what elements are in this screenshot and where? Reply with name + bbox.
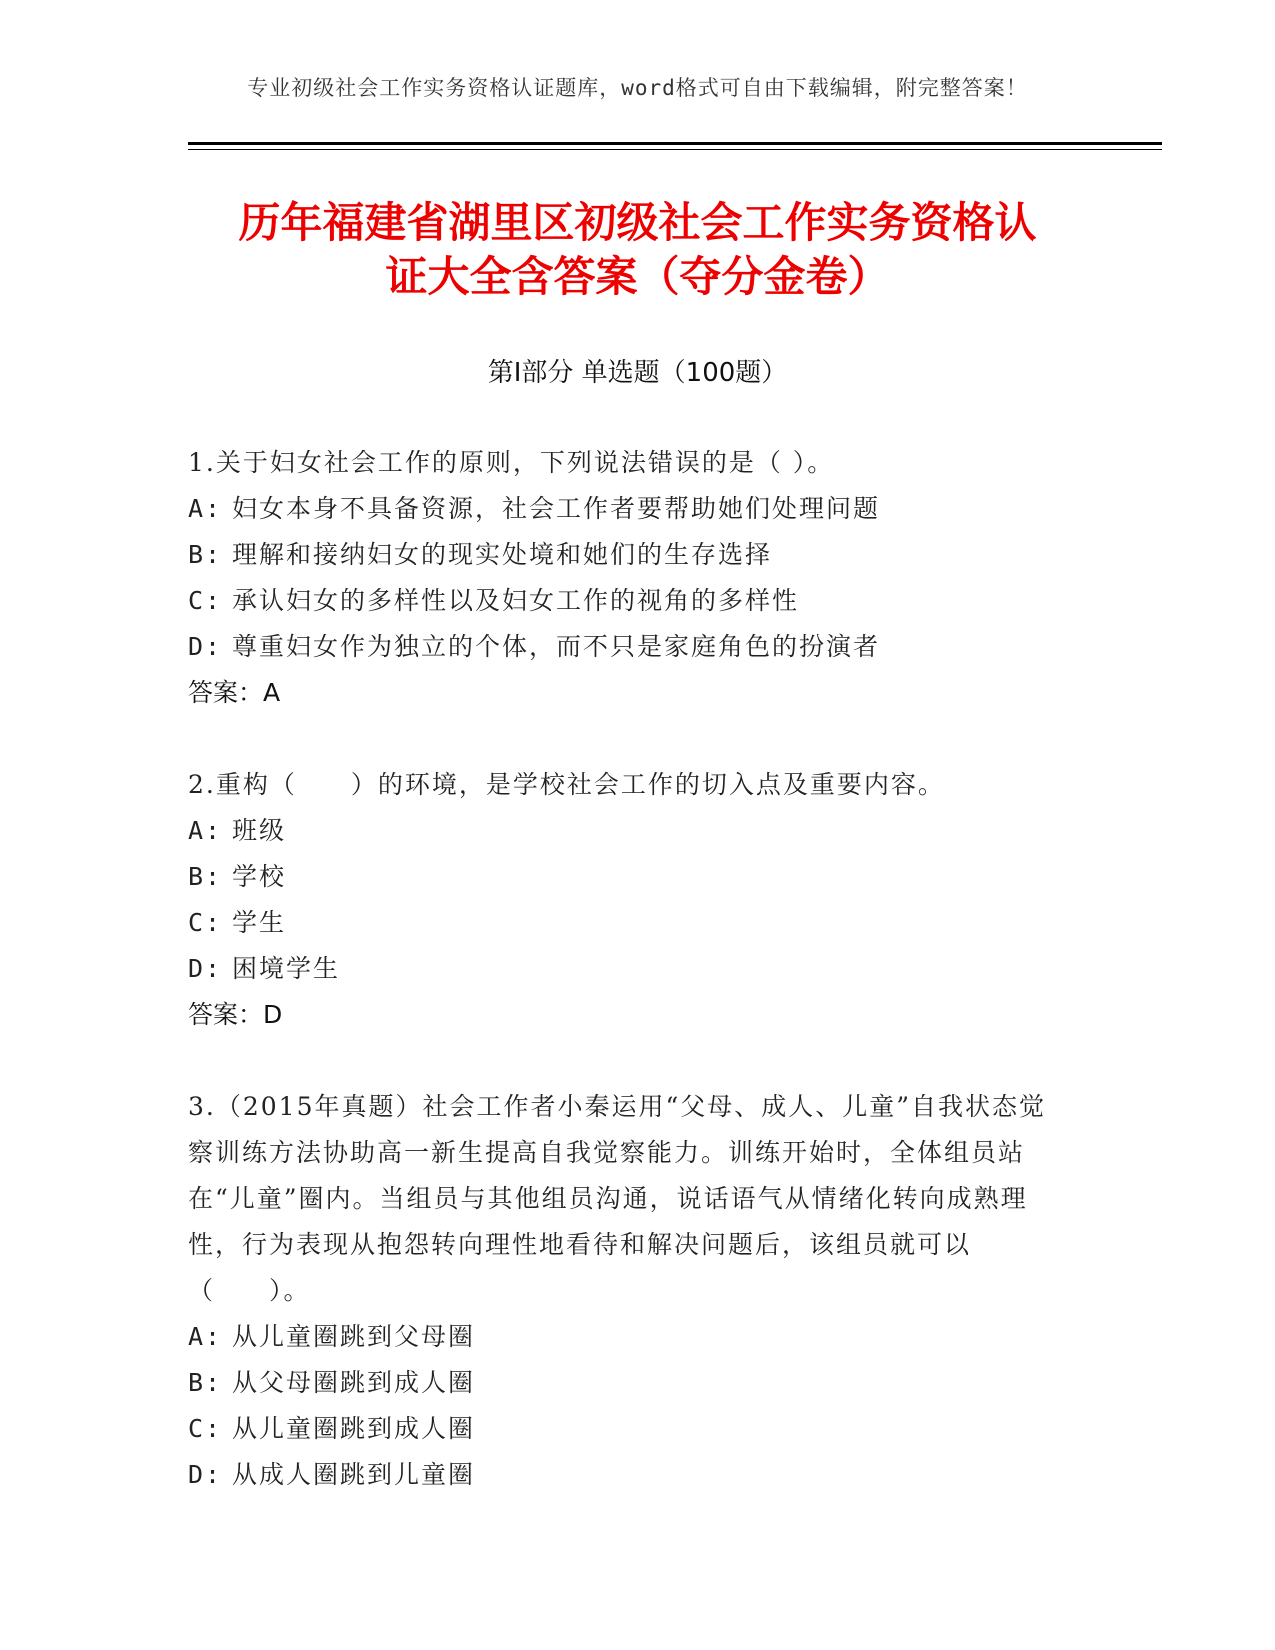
option-a: [188, 1314, 1068, 1360]
document-title: [180, 196, 1095, 304]
option-letter: B:: [188, 1368, 223, 1397]
option-text: 理解和接纳妇女的现实处境和她们的生存选择: [232, 540, 773, 569]
question-item: [188, 762, 1068, 1038]
question-text: 1.关于妇女社会工作的原则，下列说法错误的是（ ）。: [188, 448, 835, 477]
option-d: [188, 624, 1068, 670]
option-b: [188, 1360, 1068, 1406]
option-letter: B:: [188, 540, 223, 569]
question-list: [188, 440, 1068, 1544]
option-text: 学生: [232, 908, 287, 937]
option-c: [188, 578, 1068, 624]
option-letter: B:: [188, 862, 223, 891]
option-d: [188, 1452, 1068, 1498]
option-letter: A:: [188, 1322, 223, 1351]
option-letter: D:: [188, 1460, 223, 1489]
option-b: [188, 532, 1068, 578]
option-letter: C:: [188, 586, 223, 615]
document-title-line-2: 证大全含答案（夺分金卷）: [385, 252, 890, 301]
header-divider-thick: [188, 142, 1162, 145]
question-text: 3.（2015年真题）社会工作者小秦运用“父母、成人、儿童”自我状态觉察训练方法协助高一新生提高自我觉察能力。训练开始时，全体组员站在“儿童”圈内。当组员与其他组员沟通，说话语气从情绪化转向成熟理性，行为表现从抱怨转向理性地看待和解决问题后，该组员就可以（ ）。: [188, 1092, 1047, 1305]
answer-line: 答案：D: [188, 1000, 283, 1029]
option-a: [188, 486, 1068, 532]
option-text: 尊重妇女作为独立的个体，而不只是家庭角色的扮演者: [232, 632, 881, 661]
option-text: 学校: [232, 862, 287, 891]
option-letter: A:: [188, 816, 223, 845]
header-divider-thin: [188, 149, 1162, 150]
option-a: [188, 808, 1068, 854]
question-item: [188, 440, 1068, 716]
option-text: 班级: [232, 816, 287, 845]
option-c: [188, 900, 1068, 946]
option-letter: D:: [188, 632, 223, 661]
option-d: [188, 946, 1068, 992]
option-b: [188, 854, 1068, 900]
page-header: 专业初级社会工作实务资格认证题库，word格式可自由下载编辑，附完整答案！: [247, 76, 1028, 100]
option-text: 从儿童圈跳到成人圈: [232, 1414, 476, 1443]
option-c: [188, 1406, 1068, 1452]
question-text: 2.重构（ ）的环境，是学校社会工作的切入点及重要内容。: [188, 770, 945, 799]
answer-line: 答案：A: [188, 678, 281, 707]
option-text: 承认妇女的多样性以及妇女工作的视角的多样性: [232, 586, 800, 615]
option-text: 妇女本身不具备资源，社会工作者要帮助她们处理问题: [232, 494, 881, 523]
option-letter: A:: [188, 494, 223, 523]
option-text: 困境学生: [232, 954, 341, 983]
question-item: [188, 1084, 1068, 1498]
option-text: 从儿童圈跳到父母圈: [232, 1322, 476, 1351]
option-letter: C:: [188, 1414, 223, 1443]
option-letter: D:: [188, 954, 223, 983]
option-text: 从成人圈跳到儿童圈: [232, 1460, 476, 1489]
option-text: 从父母圈跳到成人圈: [232, 1368, 476, 1397]
document-title-line-1: 历年福建省湖里区初级社会工作实务资格认: [238, 198, 1037, 247]
option-letter: C:: [188, 908, 223, 937]
section-heading: 第Ⅰ部分 单选题（100题）: [487, 358, 788, 388]
